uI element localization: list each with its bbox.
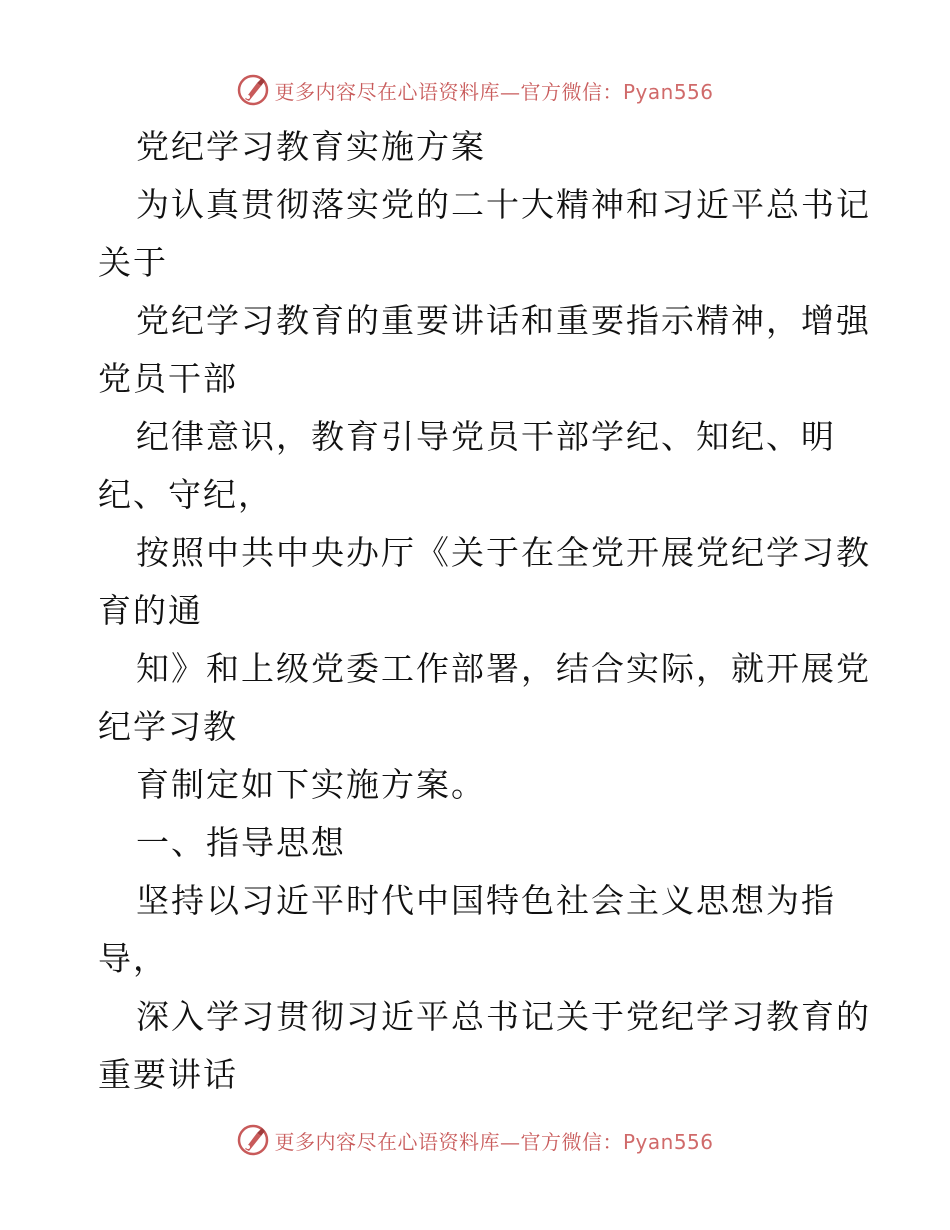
quill-pen-logo-icon (236, 1123, 270, 1157)
document-title: 党纪学习教育实施方案 (136, 127, 486, 166)
watermark-text: 更多内容尽在心语资料库—官方微信：Pyan556 (274, 1129, 714, 1154)
text-line: 关于 (98, 243, 168, 282)
text-line: 按照中共中央办厅《关于在全党开展党纪学习教 (136, 533, 871, 572)
text-line: 为认真贯彻落实党的二十大精神和习近平总书记 (136, 185, 871, 224)
text-line: 育的通 (98, 591, 203, 630)
text-line: 纪学习教 (98, 707, 238, 746)
text-line: 重要讲话 (98, 1055, 238, 1094)
text-line: 育制定如下实施方案。 (136, 765, 486, 804)
text-line: 党员干部 (98, 359, 238, 398)
text-line: 纪律意识，教育引导党员干部学纪、知纪、明 (136, 417, 836, 456)
text-line: 导， (98, 939, 168, 978)
header-watermark-banner (0, 70, 950, 110)
wechat-handle: Pyan556 (622, 79, 714, 104)
text-line: 党纪学习教育的重要讲话和重要指示精神，增强 (136, 301, 871, 340)
text-line: 坚持以习近平时代中国特色社会主义思想为指 (136, 881, 836, 920)
watermark-text: 更多内容尽在心语资料库—官方微信：Pyan556 (274, 79, 714, 104)
wechat-handle: Pyan556 (622, 1129, 714, 1154)
document-body (98, 118, 871, 1104)
text-line: 纪、守纪， (98, 475, 273, 514)
text-line: 知》和上级党委工作部署，结合实际，就开展党 (136, 649, 871, 688)
text-line: 一、指导思想 (136, 823, 346, 862)
text-line: 深入学习贯彻习近平总书记关于党纪学习教育的 (136, 997, 871, 1036)
quill-pen-logo-icon (236, 73, 270, 107)
footer-watermark-banner (0, 1120, 950, 1160)
